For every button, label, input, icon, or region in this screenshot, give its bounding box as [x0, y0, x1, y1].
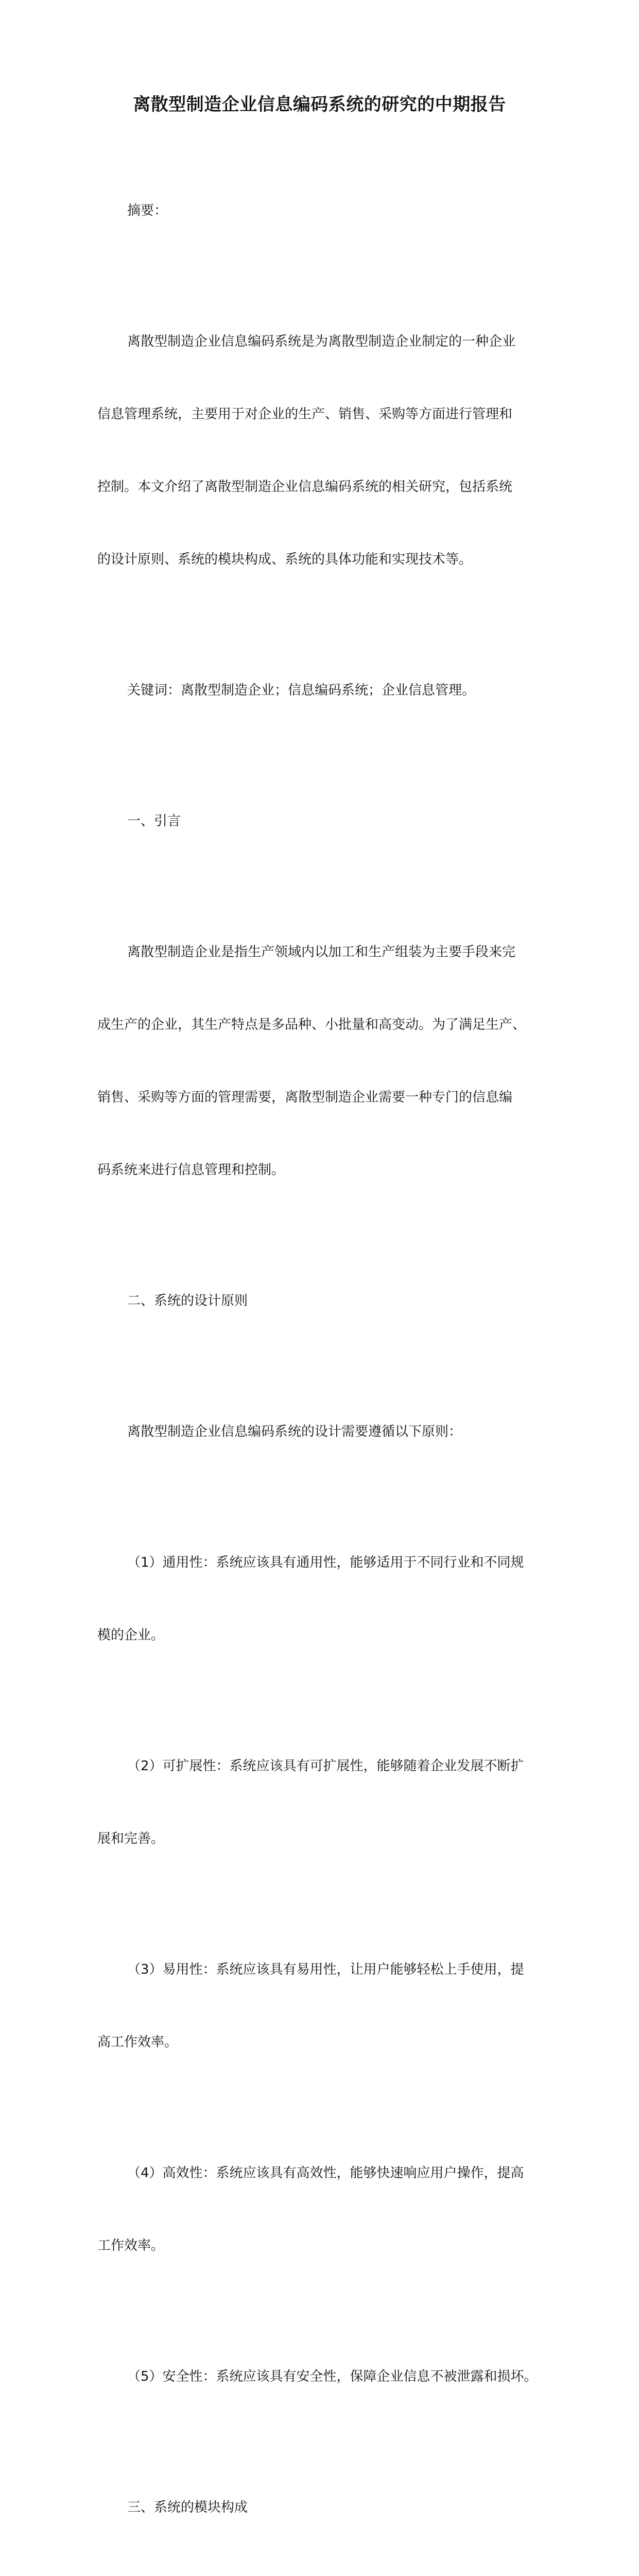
- text-line: （3）易用性：系统应该具有易用性，让用户能够轻松上手使用，提: [127, 1962, 524, 1977]
- text-line: 码系统来进行信息管理和控制。: [97, 1162, 285, 1178]
- section-heading-introduction: [97, 761, 550, 882]
- text-line: 一、引言: [127, 814, 181, 829]
- abstract-paragraph: [97, 281, 550, 620]
- text-line: （1）通用性：系统应该具有通用性，能够适用于不同行业和不同规: [127, 1555, 524, 1570]
- abstract-label: [97, 150, 550, 272]
- introduction-paragraph: [97, 892, 550, 1231]
- text-line: 的设计原则、系统的模块构成、系统的具体功能和实现技术等。: [97, 552, 473, 567]
- text-line: 摘要：: [127, 203, 168, 218]
- section-heading-design-principles: [97, 1241, 550, 1362]
- document-body: [97, 150, 550, 2576]
- text-line: 信息管理系统，主要用于对企业的生产、销售、采购等方面进行管理和: [97, 406, 513, 422]
- principle-item: [97, 2316, 550, 2437]
- text-line: 展和完善。: [97, 1831, 165, 1846]
- text-line: 高工作效率。: [97, 2035, 178, 2050]
- principle-item: [97, 2113, 550, 2307]
- text-line: 离散型制造企业信息编码系统是为离散型制造企业制定的一种企业: [127, 334, 516, 349]
- text-line: 工作效率。: [97, 2238, 165, 2253]
- principle-item: [97, 1706, 550, 1900]
- section-heading-module-structure: [97, 2447, 550, 2568]
- text-line: （4）高效性：系统应该具有高效性，能够快速响应用户操作，提高: [127, 2165, 524, 2181]
- principle-item: [97, 1909, 550, 2103]
- text-line: （2）可扩展性：系统应该具有可扩展性，能够随着企业发展不断扩: [127, 1758, 524, 1774]
- text-line: 销售、采购等方面的管理需要，离散型制造企业需要一种专门的信息编: [97, 1090, 513, 1105]
- principle-item: [97, 1502, 550, 1696]
- text-line: 成生产的企业，其生产特点是多品种、小批量和高变动。为了满足生产、: [97, 1017, 526, 1032]
- principles-intro-paragraph: [97, 1371, 550, 1493]
- text-line: 关键词：离散型制造企业；信息编码系统；企业信息管理。: [127, 683, 476, 698]
- document-title: 离散型制造企业信息编码系统的研究的中期报告: [133, 94, 506, 115]
- text-line: 二、系统的设计原则: [127, 1293, 248, 1309]
- text-line: 离散型制造企业信息编码系统的设计需要遵循以下原则：: [127, 1424, 462, 1439]
- text-line: （5）安全性：系统应该具有安全性，保障企业信息不被泄露和损坏。: [127, 2369, 538, 2384]
- text-line: 控制。本文介绍了离散型制造企业信息编码系统的相关研究，包括系统: [97, 479, 513, 495]
- keywords-paragraph: [97, 630, 550, 751]
- text-line: 离散型制造企业是指生产领域内以加工和生产组装为主要手段来完: [127, 944, 516, 960]
- text-line: 模的企业。: [97, 1628, 165, 1643]
- text-line: 三、系统的模块构成: [127, 2500, 248, 2515]
